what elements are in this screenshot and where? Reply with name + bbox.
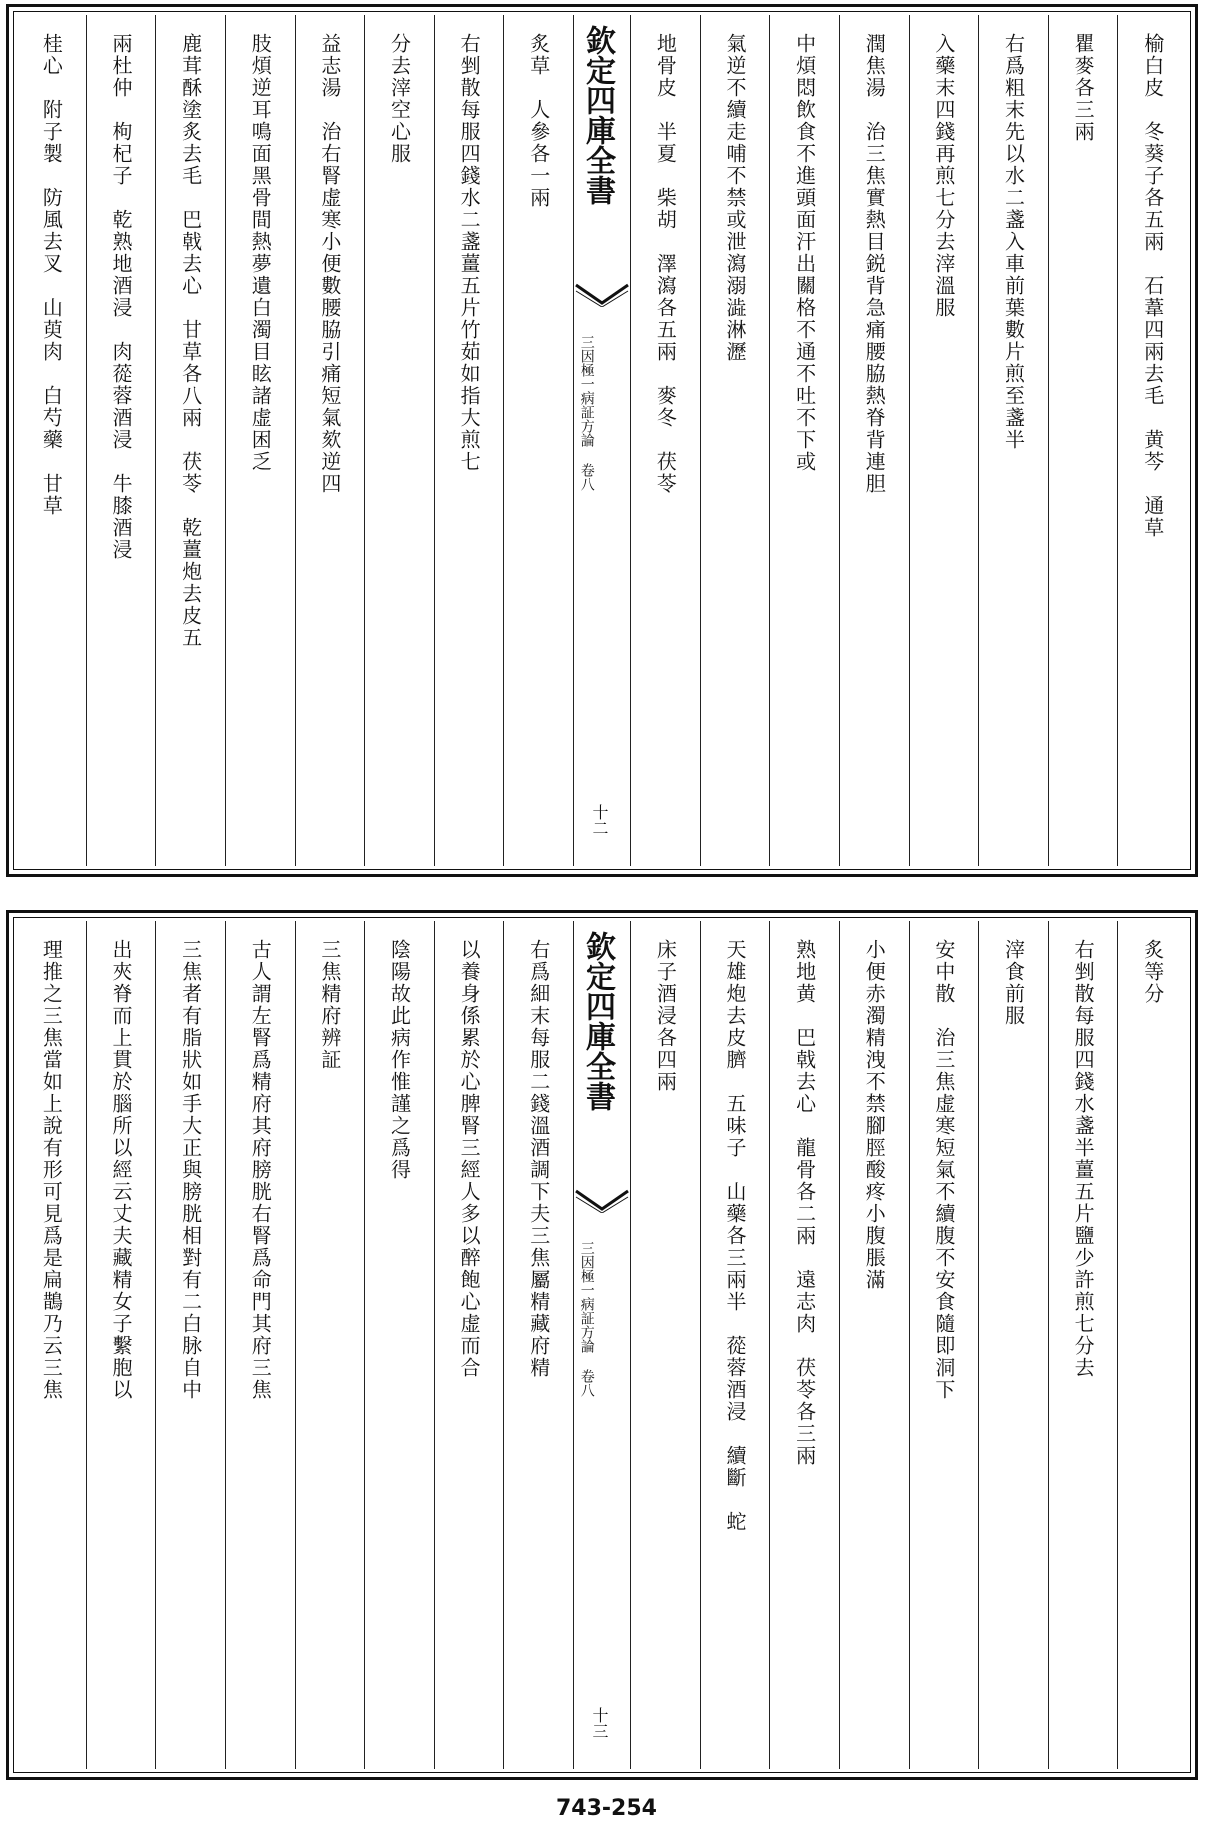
column-text: 右爲粗末先以水二盞入車前葉數片煎至盞半 <box>1001 33 1026 451</box>
column-text: 氣逆不續走哺不禁或泄瀉溺澁淋瀝 <box>722 33 747 363</box>
center-margin-column <box>573 15 630 866</box>
text-column <box>630 921 700 1769</box>
text-column <box>295 921 365 1769</box>
text-column <box>155 921 225 1769</box>
volume-subtitle: 三因極一病証方論 卷八 <box>578 1241 595 1397</box>
column-text: 出夾脊而上貫於腦所以經云丈夫藏精女子繫胞以 <box>108 939 133 1401</box>
column-text: 益志湯 治右腎虚寒小便數腰脇引痛短氣欬逆四 <box>317 33 342 495</box>
text-column <box>1048 15 1118 866</box>
text-column <box>978 15 1048 866</box>
column-text: 小便赤濁精洩不禁腳脛酸疼小腹脹滿 <box>862 939 887 1291</box>
fish-tail-mark-icon <box>574 1189 630 1213</box>
text-column <box>17 921 86 1769</box>
column-text: 三焦者有脂狀如手大正與膀胱相對有二白脉自中 <box>178 939 203 1401</box>
column-text: 榆白皮 冬葵子各五兩 石葦四兩去毛 黄芩 通草 <box>1140 33 1165 539</box>
column-text: 中煩悶飲食不進頭面汗出關格不通不吐不下或 <box>792 33 817 473</box>
book-title: 欽定四庫全書 <box>580 931 615 1111</box>
text-column <box>434 15 504 866</box>
column-text: 三焦精府辨証 <box>317 939 342 1071</box>
column-text: 古人謂左腎爲精府其府膀胱右腎爲命門其府三焦 <box>248 939 273 1401</box>
text-column <box>503 921 573 1769</box>
column-text: 鹿茸酥塗炙去毛 巴戟去心 甘草各八兩 茯苓 乾薑炮去皮五 <box>178 33 203 649</box>
fish-tail-mark-icon <box>574 283 630 307</box>
column-text: 瞿麥各三兩 <box>1071 33 1096 143</box>
column-text: 右剉散每服四錢水二盞薑五片竹茹如指大煎七 <box>457 33 482 473</box>
column-text: 入藥末四錢再煎七分去滓溫服 <box>931 33 956 319</box>
column-text: 分去滓空心服 <box>387 33 412 165</box>
text-column <box>225 15 295 866</box>
column-text: 肢煩逆耳鳴面黑骨間熱夢遺白濁目眩諸虚困乏 <box>248 33 273 473</box>
text-column <box>700 921 770 1769</box>
folio-number: 十二 <box>590 804 609 836</box>
page-number: 743-254 <box>556 1796 657 1821</box>
column-text: 炙等分 <box>1140 939 1165 1005</box>
text-column <box>769 15 839 866</box>
text-column <box>839 921 909 1769</box>
column-text: 炙草 人參各一兩 <box>526 33 551 209</box>
text-column <box>630 15 700 866</box>
column-text: 陰陽故此病作惟謹之爲得 <box>387 939 412 1181</box>
column-text: 天雄炮去皮臍 五味子 山藥各三兩半 蓯蓉酒浸 續斷 蛇 <box>722 939 747 1533</box>
lower-page-panel <box>6 910 1198 1780</box>
center-margin-column <box>573 921 630 1769</box>
text-column <box>364 15 434 866</box>
column-text: 熟地黄 巴戟去心 龍骨各二兩 遠志肉 茯苓各三兩 <box>792 939 817 1467</box>
column-text: 潤焦湯 治三焦實熱目鋭背急痛腰脇熱脊背連胆 <box>862 33 887 495</box>
text-column <box>17 15 86 866</box>
upper-page-panel <box>6 4 1198 877</box>
text-column <box>364 921 434 1769</box>
column-text: 地骨皮 半夏 柴胡 澤瀉各五兩 麥冬 茯苓 <box>653 33 678 495</box>
text-column <box>978 921 1048 1769</box>
column-text: 兩杜仲 枸杞子 乾熟地酒浸 肉蓯蓉酒浸 牛膝酒浸 <box>108 33 133 561</box>
folio-number: 十三 <box>590 1707 609 1739</box>
book-title: 欽定四庫全書 <box>580 25 615 205</box>
text-column <box>503 15 573 866</box>
text-column <box>1117 921 1187 1769</box>
text-column <box>1048 921 1118 1769</box>
text-column <box>86 15 156 866</box>
text-column <box>1117 15 1187 866</box>
column-text: 滓食前服 <box>1001 939 1026 1027</box>
volume-subtitle: 三因極一病証方論 卷八 <box>578 335 595 491</box>
text-column <box>769 921 839 1769</box>
text-column <box>155 15 225 866</box>
text-column <box>434 921 504 1769</box>
column-text: 桂心 附子製 防風去叉 山萸肉 白芍藥 甘草 <box>39 33 64 517</box>
text-column <box>839 15 909 866</box>
upper-columns <box>17 15 1187 866</box>
text-column <box>86 921 156 1769</box>
lower-columns <box>17 921 1187 1769</box>
text-column <box>700 15 770 866</box>
column-text: 以養身係累於心脾腎三經人多以醉飽心虚而合 <box>457 939 482 1379</box>
text-column <box>295 15 365 866</box>
column-text: 安中散 治三焦虚寒短氣不續腹不安食隨即洞下 <box>931 939 956 1401</box>
column-text: 右爲細末每服二錢溫酒調下夫三焦屬精藏府精 <box>526 939 551 1379</box>
text-column <box>909 15 979 866</box>
text-column <box>909 921 979 1769</box>
text-column <box>225 921 295 1769</box>
column-text: 床子酒浸各四兩 <box>653 939 678 1093</box>
column-text: 理推之三焦當如上說有形可見爲是扁鵲乃云三焦 <box>39 939 64 1401</box>
column-text: 右剉散每服四錢水盞半薑五片鹽少許煎七分去 <box>1071 939 1096 1379</box>
